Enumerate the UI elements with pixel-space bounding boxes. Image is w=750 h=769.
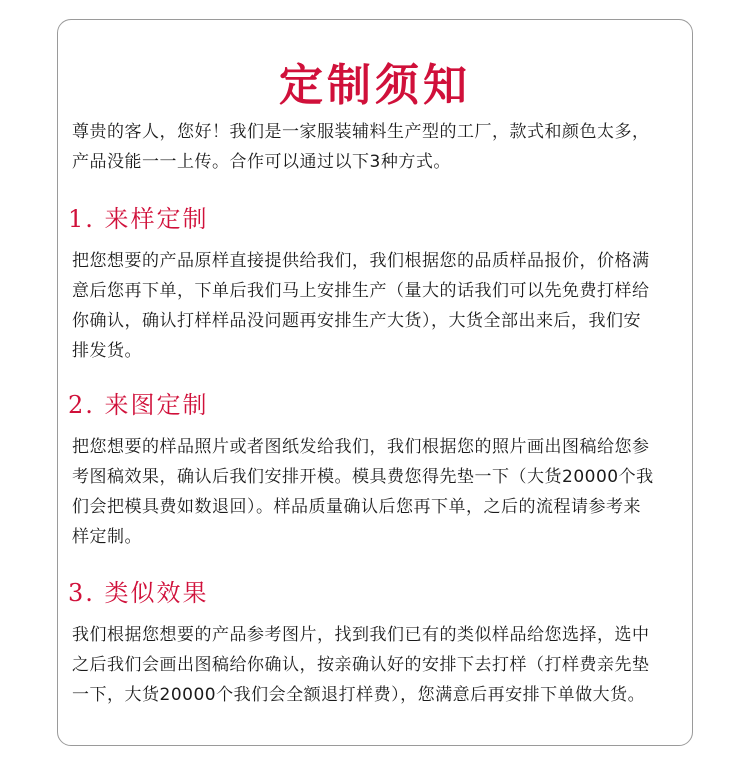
section-heading-drawing: 2. 来图定制 — [68, 391, 209, 419]
page-title: 定制须知 — [279, 60, 471, 111]
body-line: 一下，大货20000个我们会全额退打样费），您满意后再安排下单做大货。 — [72, 685, 646, 705]
body-line: 把您想要的样品照片或者图纸发给我们，我们根据您的照片画出图稿给您参 — [72, 437, 650, 457]
section-body-drawing — [72, 432, 686, 552]
section-heading-similar: 3. 类似效果 — [68, 579, 209, 607]
body-line: 考图稿效果，确认后我们安排开模。模具费您得先垫一下（大货20000个我 — [72, 467, 654, 487]
body-line: 你确认，确认打样样品没问题再安排生产大货），大货全部出来后，我们安 — [72, 311, 641, 331]
intro-line: 产品没能一一上传。合作可以通过以下3种方式。 — [72, 152, 451, 172]
notice-card — [57, 19, 693, 746]
section-body-similar — [72, 620, 686, 710]
intro-paragraph — [72, 117, 686, 177]
body-line: 我们根据您想要的产品参考图片，找到我们已有的类似样品给您选择，选中 — [72, 625, 650, 645]
body-line: 样定制。 — [72, 527, 142, 547]
intro-line: 尊贵的客人，您好！我们是一家服装辅料生产型的工厂，款式和颜色太多， — [72, 122, 650, 142]
section-heading-sample: 1. 来样定制 — [68, 205, 209, 233]
body-line: 意后您再下单，下单后我们马上安排生产（量大的话我们可以先免费打样给 — [72, 281, 650, 301]
body-line: 之后我们会画出图稿给你确认，按亲确认好的安排下去打样（打样费亲先垫 — [72, 655, 650, 675]
body-line: 们会把模具费如数退回）。样品质量确认后您再下单，之后的流程请参考来 — [72, 497, 641, 517]
body-line: 排发货。 — [72, 341, 142, 361]
section-body-sample — [72, 246, 686, 366]
body-line: 把您想要的产品原样直接提供给我们，我们根据您的品质样品报价，价格满 — [72, 251, 650, 271]
